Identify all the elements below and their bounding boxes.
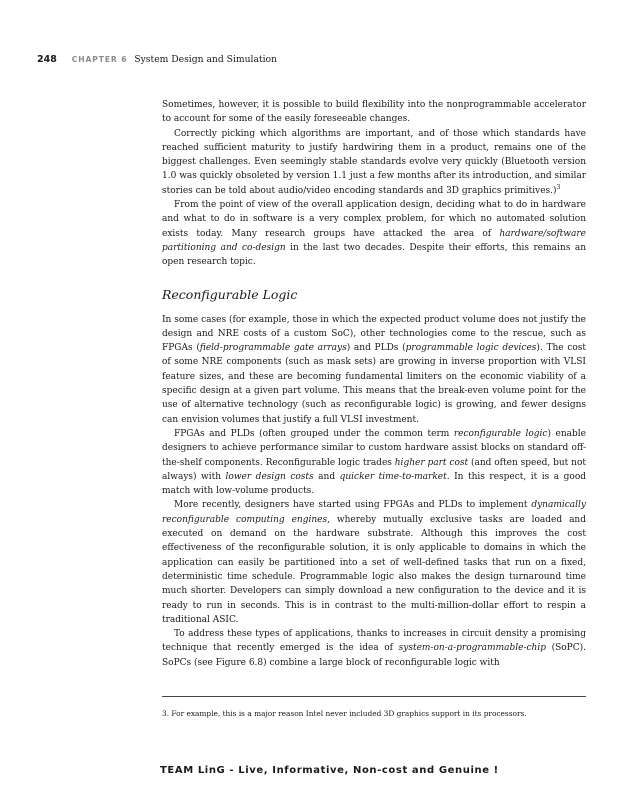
footnote: 3. For example, this is a major reason Intel never included 3D graphics support in its processors.	[162, 709, 527, 718]
paragraph: In some cases (for example, those in which the expected product volume does not justify the design and NRE costs of a custom SoC), other technologies come to the rescue, such as FPGAs (field-programmable gate arrays) and PLDs (programmable logic devices). The cost of some NRE components (such as mask sets) are growing in inverse proportion with VLSI feature sizes, and these are becoming fundamental limiters on the economic viability of a specific design at a given part volume. This means that the break-even volume point for the use of alternative technology (such as reconfigurable logic) is growing, and fewer designs can envision volumes that justify a full VLSI investment.	[162, 314, 587, 425]
page-number: 248	[37, 54, 57, 65]
paragraph: To address these types of applications, thanks to increases in circuit density a promising technique that recently emerged is the idea of system-on-a-programmable-chip (SoPC). SoPCs (see Figure 6.8) combine a large block of reconfigurable logic with	[162, 629, 586, 668]
footer-banner: TEAM LinG - Live, Informative, Non-cost and Genuine !	[160, 765, 499, 776]
paragraph: Sometimes, however, it is possible to build flexibility into the nonprogrammable accelerator to account for some of the easily foreseeable changes.	[162, 100, 586, 125]
running-header	[37, 52, 597, 68]
paragraph: Correctly picking which algorithms are important, and of those which standards have reached sufficient maturity to justify hardwiring them in a product, remains one of the biggest challenges. Even seemingly stable standards evolve very quickly (Bluetooth version 1.0 was quickly obsoleted by version 1.1 just a few months after its introduction, and similar stories can be told about audio/video encoding standards and 3D graphics primitives.)$^3$	[162, 128, 586, 196]
paragraph: From the point of view of the overall application design, deciding what to do in hardware and what to do in software is a very complex problem, for which no automated solution exists today. Many research groups have attacked the area of hardware/software partitioning and co-design in the last two decades. Despite their efforts, this remains an open research topic.	[162, 200, 586, 268]
paragraph: More recently, designers have started using FPGAs and PLDs to implement dynamically reconfigurable computing engines, whereby mutually exclusive tasks are loaded and executed on demand on the hardware substrate. Although this improves the cost effectiveness of the reconfigurable solution, it is only applicable to domains in which the application can easily be partitioned into a set of well-defined tasks that run on a fixed, deterministic time schedule. Programmable logic also makes the design turnaround time much shorter. Developers can simply download a new configuration to the device and it is ready to run in seconds. This is in contrast to the multi-million-dollar effort to respin a traditional ASIC.	[162, 500, 586, 625]
footnote-reference[interactable]: 3	[556, 183, 561, 191]
section-heading: Reconfigurable Logic	[162, 286, 298, 302]
footnote-divider	[162, 696, 586, 697]
body-text	[162, 98, 586, 670]
chapter-label: CHAPTER 6	[71, 55, 128, 64]
paragraph: FPGAs and PLDs (often grouped under the common term reconfigurable logic) enable designers to achieve performance similar to custom hardware assist blocks on standard off-the-shelf components. Reconfigurable logic trades higher part cost (and often speed, but not always) with lower design costs and quicker time-to-market. In this respect, it is a good match with low-volume products.	[162, 428, 586, 497]
section-title: System Design and Simulation	[134, 54, 278, 65]
